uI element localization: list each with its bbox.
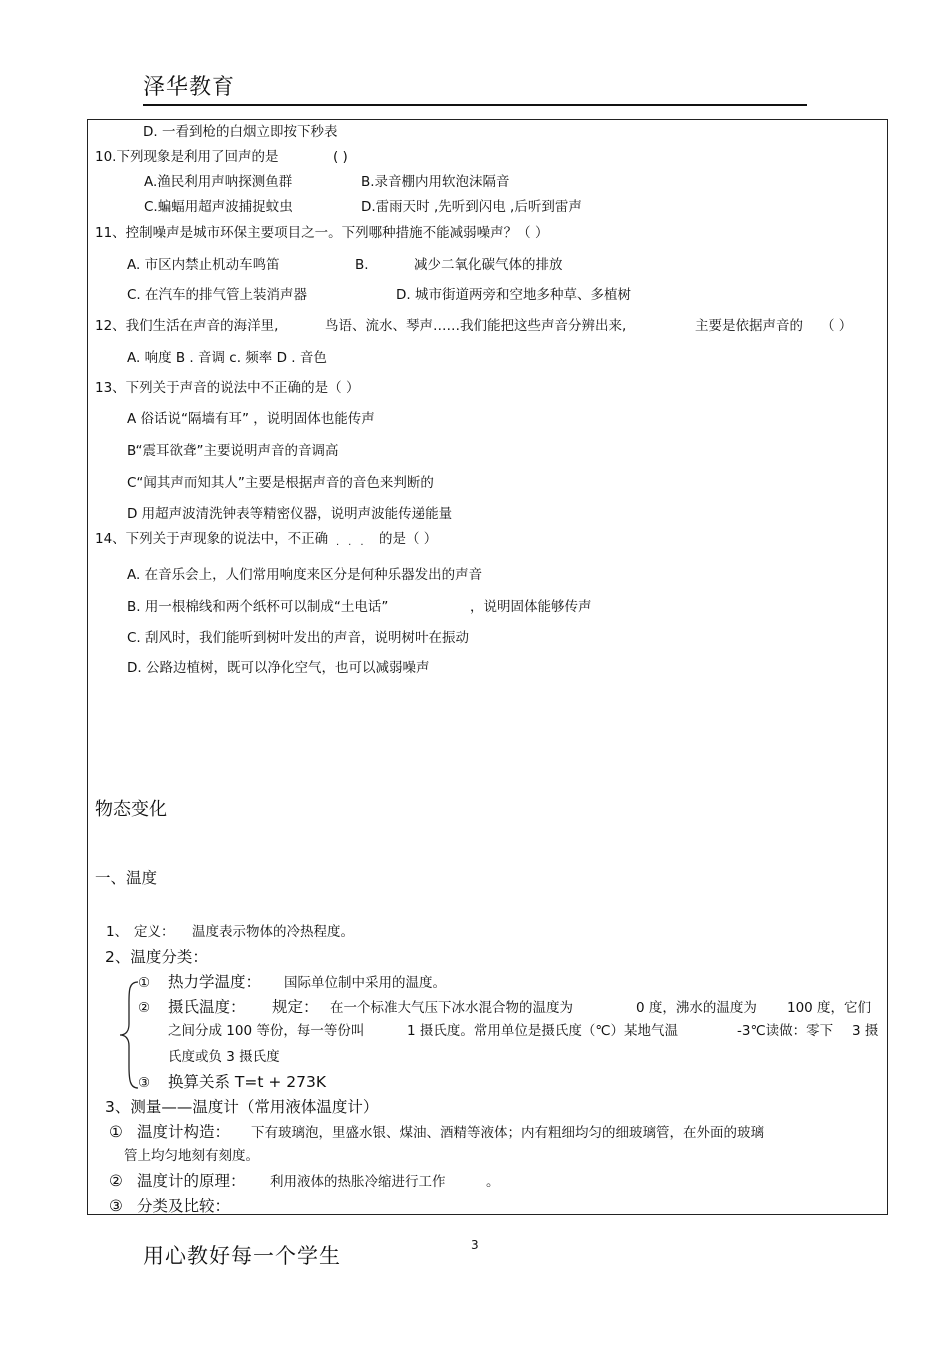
classify-title: 2、温度分类： [105,948,208,966]
classify-item1-text: 国际单位制中采用的温度。 [284,975,446,991]
q11-option-d: D. 城市街道两旁和空地多种草、多植树 [396,287,631,303]
q12-stem-1: 12、我们生活在声音的海洋里, [95,318,279,334]
measure-item3-label: 分类及比较： [137,1197,231,1215]
classify-item2-line2-c: -3℃读做：零下 [737,1023,834,1039]
classify-item1-num: ① [138,975,151,991]
q10-option-b: B.录音棚内用软泡沫隔音 [361,174,510,190]
q14-option-b-1: B. 用一根棉线和两个纸杯可以制成“土电话” [127,599,389,615]
curly-brace-icon [118,980,140,1090]
classify-item3-label: 换算关系 T=t + 273K [168,1073,327,1091]
q13-stem: 13、下列关于声音的说法中不正确的是（ ） [95,380,360,396]
q11-option-c: C. 在汽车的排气管上装消声器 [127,287,308,303]
measure-item2-num: ② [109,1172,123,1190]
q12-stem-2: 鸟语、流水、琴声……我们能把这些声音分辨出来, [325,318,627,334]
q12-stem-3: 主要是依据声音的 [695,318,803,334]
q14-option-a: A. 在音乐会上，人们常用响度来区分是何种乐器发出的声音 [127,567,483,583]
q14-stem-1: 14、下列关于声现象的说法中，不正确 [95,531,329,547]
classify-item2-num: ② [138,1000,151,1016]
def-text: 温度表示物体的冷热程度。 [192,924,354,940]
footer-slogan: 用心教好每一个学生 [143,1244,341,1268]
q11-option-b-letter: B. [355,257,369,273]
classify-item2-line2-d: 3 摄 [852,1023,879,1039]
q10-option-d: D.雷雨天时 ,先听到闪电 ,后听到雷声 [361,199,582,215]
section-title: 物态变化 [95,799,167,820]
classify-item2-rule: 规定： [272,998,319,1016]
q14-emphasis-dots: ··· [336,540,373,551]
q11-option-a: A. 市区内禁止机动车鸣笛 [127,257,280,273]
classify-item3-num: ③ [138,1075,151,1091]
q10-option-c: C.蝙蝠用超声波捕捉蚊虫 [144,199,293,215]
classify-item2-line1-a: 在一个标准大气压下冰水混合物的温度为 [330,1000,573,1016]
classify-item2-line2-a: 之间分成 100 等份，每一等份叫 [168,1023,365,1039]
classify-item2-line1-b: 0 度，沸水的温度为 [636,1000,757,1016]
classify-item2-label: 摄氏温度： [168,998,246,1016]
q14-stem-2: 的是（ ） [379,531,438,547]
q12-options: A. 响度 B . 音调 c. 频率 D . 音色 [127,350,327,366]
q13-option-c: C“闻其声而知其人”主要是根据声音的音色来判断的 [127,475,434,491]
q14-option-b-2: ，说明固体能够传声 [470,599,592,615]
classify-item2-line3: 氏度或负 3 摄氏度 [168,1049,280,1065]
q13-option-a: A 俗话说“隔墙有耳” ，说明固体也能传声 [127,411,375,427]
measure-item1-text: 下有玻璃泡，里盛水银、煤油、酒精等液体；内有粗细均匀的细玻璃管，在外面的玻璃 [251,1125,764,1141]
q14-option-d: D. 公路边植树，既可以净化空气，也可以减弱噪声 [127,660,430,676]
q10-paren: ( ) [333,149,348,165]
def-num: 1、 [106,924,129,940]
header-title: 泽华教育 [143,75,236,100]
header-rule [143,104,807,106]
measure-item3-num: ③ [109,1197,123,1215]
q14-option-c: C. 刮风时，我们能听到树叶发出的声音，说明树叶在振动 [127,630,470,646]
q10-option-a: A.渔民利用声呐探测鱼群 [144,174,293,190]
q11-option-b-text: 减少二氧化碳气体的排放 [414,257,563,273]
measure-item2-label: 温度计的原理： [137,1172,246,1190]
classify-item2-line1-c: 100 度，它们 [787,1000,872,1016]
q9-option-d: D. 一看到枪的白烟立即按下秒表 [143,124,338,140]
q13-option-b: B“震耳欲聋”主要说明声音的音调高 [127,443,339,459]
q13-option-d: D 用超声波清洗钟表等精密仪器，说明声波能传递能量 [127,506,453,522]
measure-title: 3、测量——温度计（常用液体温度计） [105,1098,379,1116]
classify-item1-label: 热力学温度： [168,973,262,991]
measure-item1-label: 温度计构造： [137,1123,231,1141]
q12-paren: （ ） [821,318,853,334]
q10-stem: 10.下列现象是利用了回声的是 [95,149,279,165]
q11-stem: 11、控制噪声是城市环保主要项目之一。下列哪种措施不能减弱噪声？（ ） [95,225,549,241]
measure-item2-end: 。 [486,1174,500,1190]
page-number: 3 [471,1238,479,1252]
measure-item1-num: ① [109,1123,123,1141]
def-label: 定义： [134,924,175,940]
subsection-title: 一、温度 [95,869,158,887]
measure-item1-text2: 管上均匀地刻有刻度。 [124,1148,259,1164]
classify-item2-line2-b: 1 摄氏度。常用单位是摄氏度（℃）某地气温 [407,1023,679,1039]
measure-item2-text: 利用液体的热胀冷缩进行工作 [270,1174,446,1190]
